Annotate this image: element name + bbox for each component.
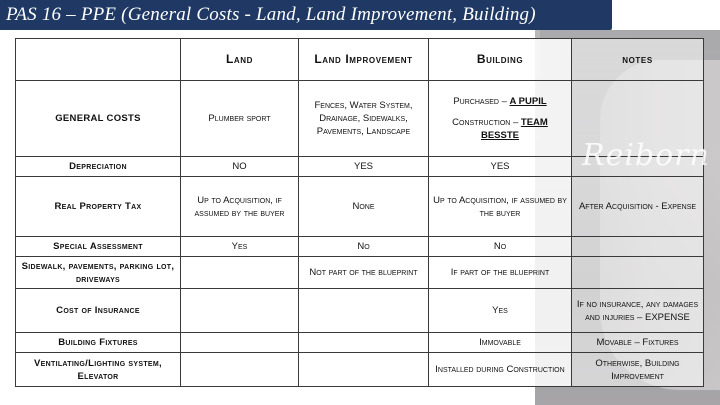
cell-notes: After Acquisition - Expense — [572, 177, 704, 237]
table-header-row — [16, 39, 704, 81]
cell-land-improvement: No — [299, 237, 429, 257]
table-row — [16, 237, 704, 257]
cell-land: NO — [181, 157, 299, 177]
building-construction-line — [432, 116, 568, 142]
title-bar — [0, 0, 612, 30]
cell-land — [181, 257, 299, 289]
ppe-costs-table — [15, 38, 704, 387]
cell-building — [429, 81, 572, 157]
table-row — [16, 177, 704, 237]
cell-building: Yes — [429, 289, 572, 333]
cell-building: No — [429, 237, 572, 257]
row-label: Cost of Insurance — [16, 289, 181, 333]
construction-prefix: Construction – — [452, 117, 521, 128]
slide-title: PAS 16 – PPE (General Costs - Land, Land Improvement, Building) — [6, 4, 536, 25]
cell-land: Up to Acquisition, if assumed by the buyer — [181, 177, 299, 237]
table-row — [16, 257, 704, 289]
cell-notes: Otherwise, Building Improvement — [572, 353, 704, 387]
row-label: Building Fixtures — [16, 333, 181, 353]
cell-land-improvement: Fences, Water System, Drainage, Sidewalks, Pavements, Landscape — [299, 81, 429, 157]
cell-building: If part of the blueprint — [429, 257, 572, 289]
cell-land-improvement — [299, 289, 429, 333]
cell-building: Installed during Construction — [429, 353, 572, 387]
cell-notes: Movable – Fixtures — [572, 333, 704, 353]
cell-land — [181, 333, 299, 353]
header-land-improvement: Land Improvement — [299, 39, 429, 81]
header-empty — [16, 39, 181, 81]
cell-land: Plumber sport — [181, 81, 299, 157]
cell-building: YES — [429, 157, 572, 177]
cell-notes: If no insurance, any damages and injuries – EXPENSE — [572, 289, 704, 333]
table-row — [16, 289, 704, 333]
cell-land-improvement: YES — [299, 157, 429, 177]
cell-land — [181, 289, 299, 333]
row-label: Sidewalk, pavements, parking lot, driveways — [16, 257, 181, 289]
table-row — [16, 353, 704, 387]
row-label: Special Assessment — [16, 237, 181, 257]
header-building: Building — [429, 39, 572, 81]
cell-notes — [572, 237, 704, 257]
cell-notes — [572, 257, 704, 289]
cell-land-improvement: None — [299, 177, 429, 237]
cell-building: Up to Acquisition, if assumed by the buyer — [429, 177, 572, 237]
cell-land: Yes — [181, 237, 299, 257]
row-label: Depreciation — [16, 157, 181, 177]
purchased-link[interactable]: A PUPIL — [509, 96, 547, 107]
cell-land — [181, 353, 299, 387]
cell-land-improvement — [299, 333, 429, 353]
header-land: Land — [181, 39, 299, 81]
row-label: Real Property Tax — [16, 177, 181, 237]
row-label: Ventilating/Lighting system, Elevator — [16, 353, 181, 387]
purchased-prefix: Purchased – — [453, 96, 510, 107]
building-purchased-line — [432, 95, 568, 108]
row-label: GENERAL COSTS — [16, 81, 181, 157]
cell-land-improvement: Not part of the blueprint — [299, 257, 429, 289]
cell-building: Immovable — [429, 333, 572, 353]
table-row — [16, 333, 704, 353]
header-notes: notes — [572, 39, 704, 81]
construction-link[interactable]: TEAM BESSTE — [480, 117, 548, 141]
cell-land-improvement — [299, 353, 429, 387]
background-signature: Reiborn — [582, 138, 710, 173]
